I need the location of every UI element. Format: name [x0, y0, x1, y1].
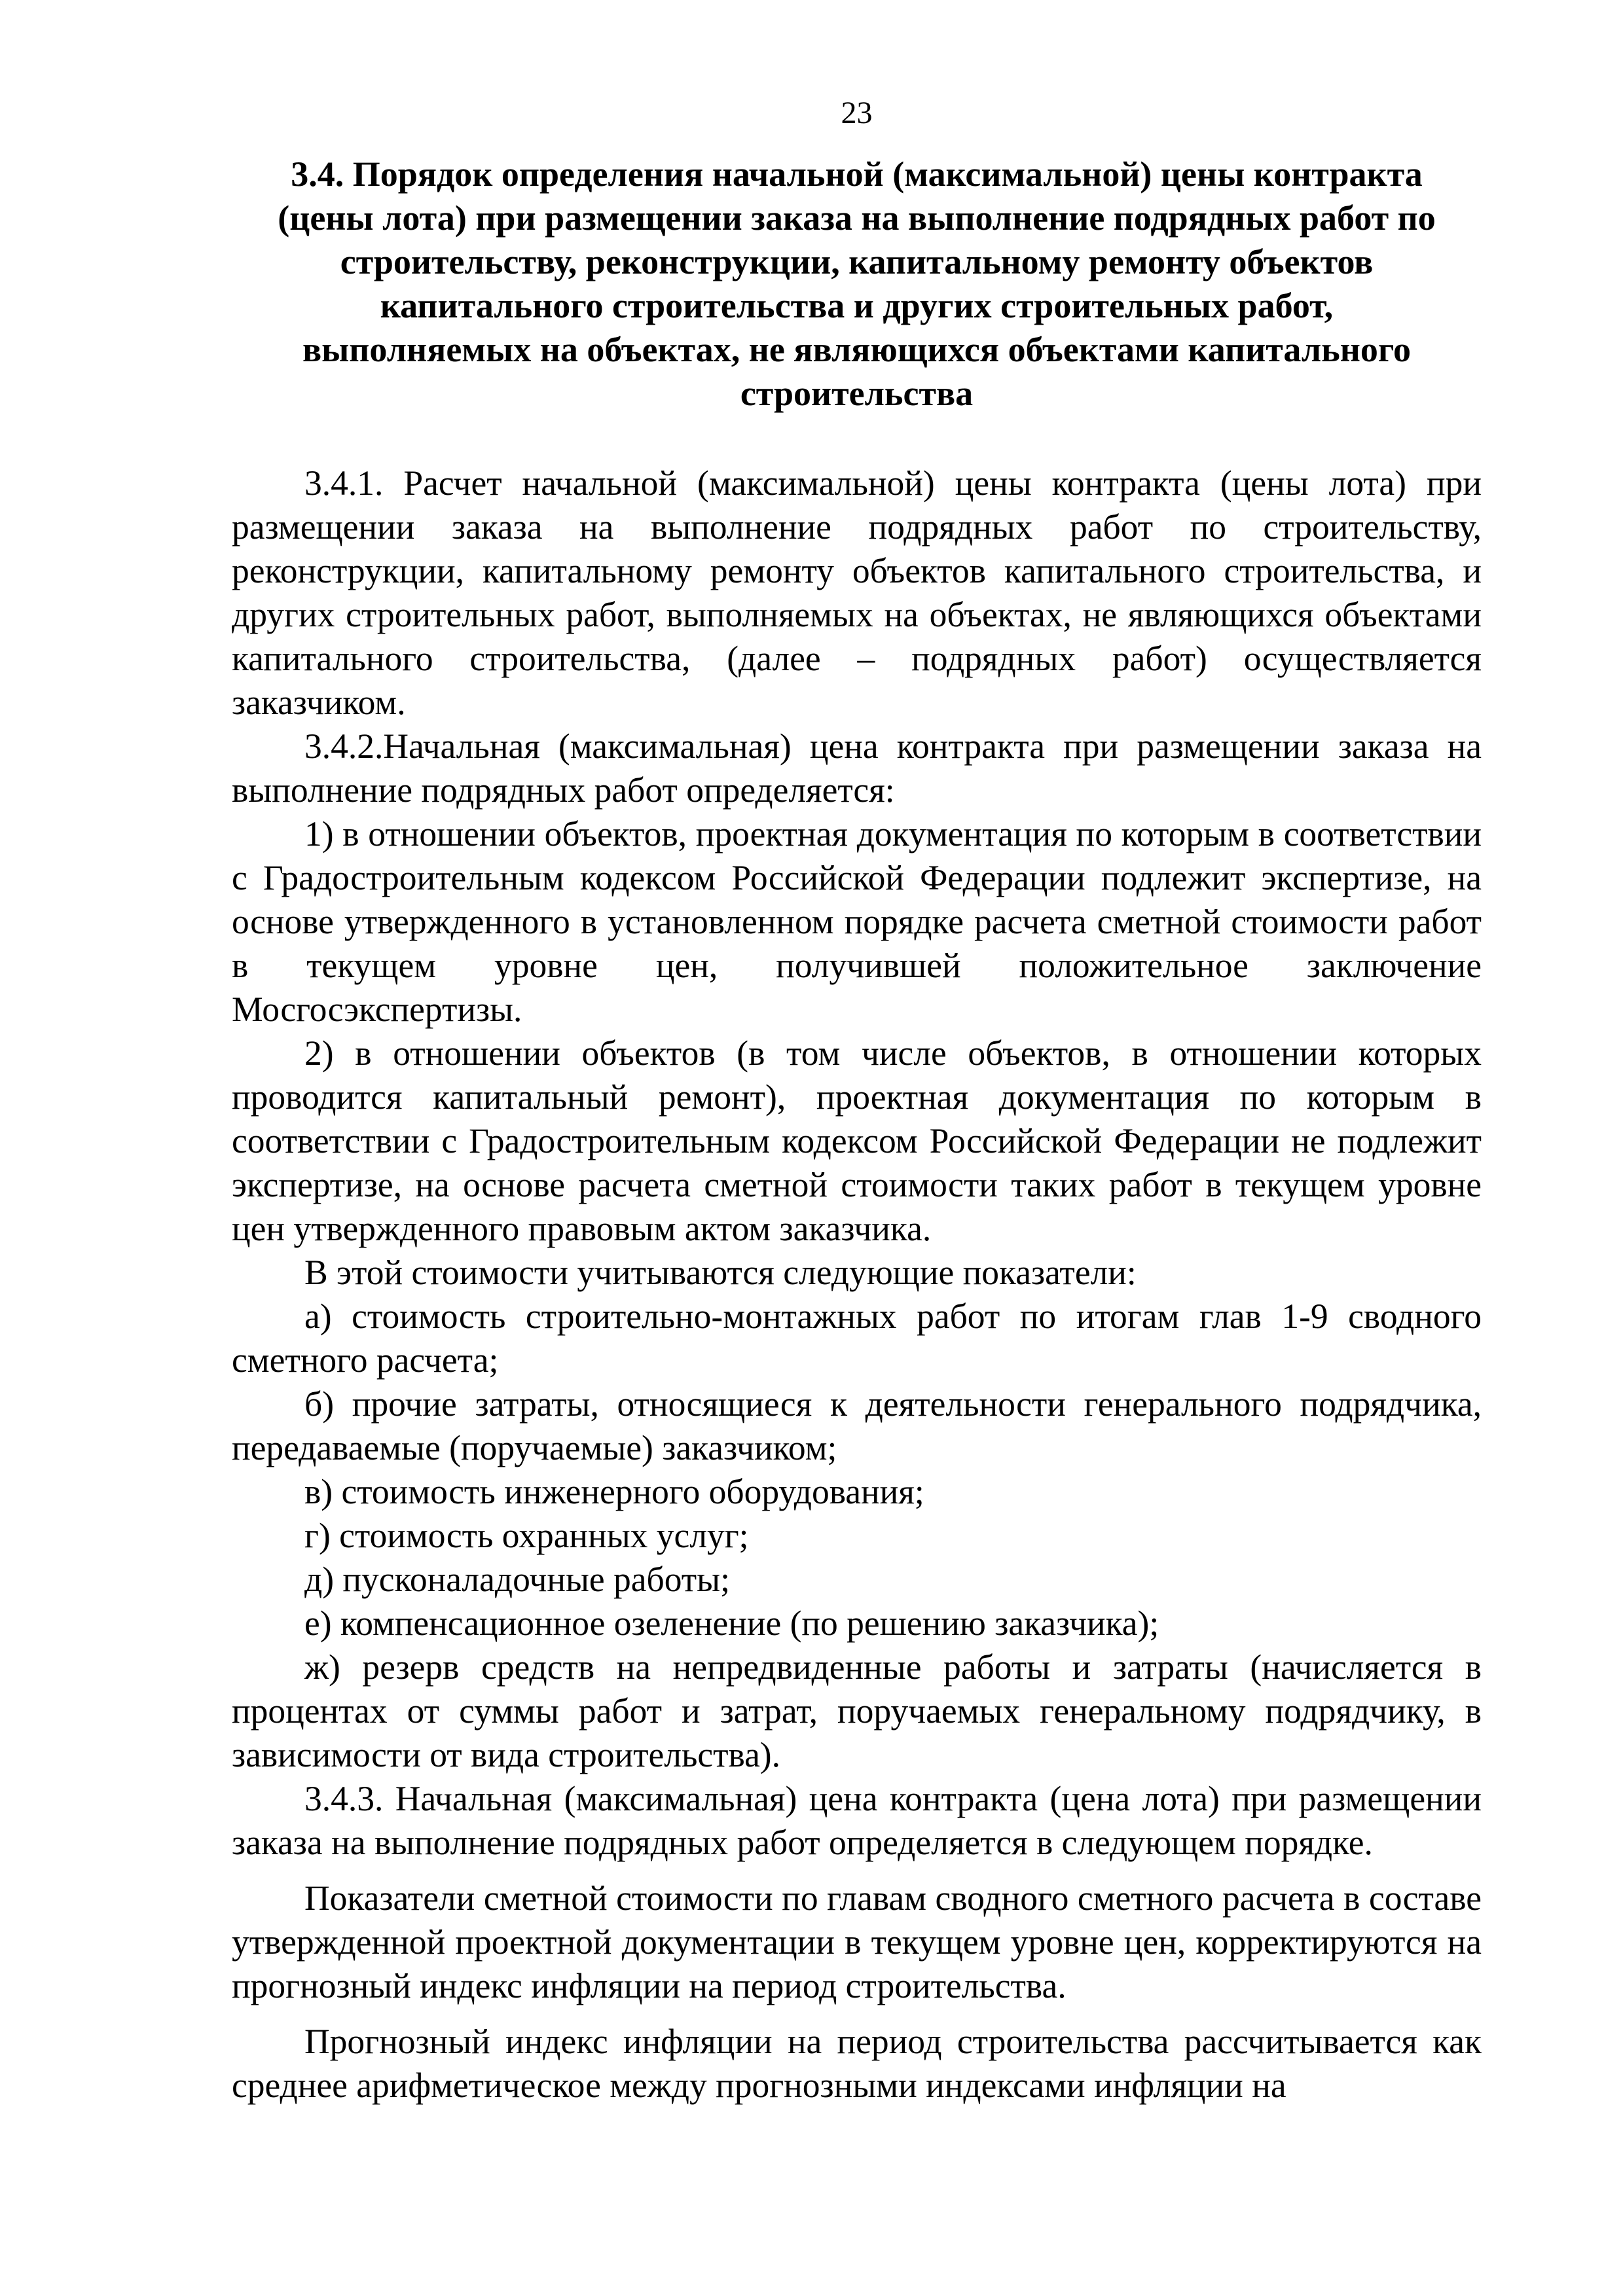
heading-line: выполняемых на объектах, не являющихся объектами капитального	[302, 330, 1412, 369]
list-item-a: а) стоимость строительно-монтажных работ по итогам глав 1-9 сводного сметного расчета;	[232, 1297, 1482, 1380]
heading-line: 3.4. Порядок определения начальной (максимальной) цены контракта	[291, 154, 1423, 194]
heading-line: строительства	[740, 374, 974, 413]
section-heading	[232, 152, 1482, 416]
paragraph-inflation-index: Прогнозный индекс инфляции на период строительства рассчитывается как среднее арифметическое между прогнозными индексами инфляции на	[232, 2022, 1482, 2105]
heading-line: капитального строительства и других строительных работ,	[380, 286, 1334, 325]
list-item-2: 2) в отношении объектов (в том числе объектов, в отношении которых проводится капитальный ремонт), проектная документация по которым в соответствии с Градостроительным кодексом Российской Федерации не подлежит экспертизе, на основе расчета сметной стоимости таких работ в текущем уровне цен утвержденного правовым актом заказчика.	[232, 1033, 1482, 1248]
paragraph-indicators-adjustment: Показатели сметной стоимости по главам сводного сметного расчета в составе утвержденной проектной документации в текущем уровне цен, корректируются на прогнозный индекс инфляции на период строительства.	[232, 1878, 1482, 2005]
list-item-b: б) прочие затраты, относящиеся к деятельности генерального подрядчика, передаваемые (поручаемые) заказчиком;	[232, 1384, 1482, 1467]
page-number: 23	[841, 96, 873, 130]
heading-line: строительству, реконструкции, капитальному ремонту объектов	[340, 242, 1374, 281]
paragraph-3-4-2: 3.4.2.Начальная (максимальная) цена контракта при размещении заказа на выполнение подрядных работ определяется:	[232, 726, 1482, 810]
document-body	[232, 461, 1482, 2108]
list-item-1: 1) в отношении объектов, проектная документация по которым в соответствии с Градостроительным кодексом Российской Федерации подлежит экспертизе, на основе утвержденного в установленном порядке расчета сметной стоимости работ в текущем уровне цен, получившей положительное заключение Мосгосэкспертизы.	[232, 814, 1482, 1029]
list-item-g: г) стоимость охранных услуг;	[304, 1516, 749, 1555]
list-item-d: д) пусконаладочные работы;	[304, 1560, 730, 1599]
list-item-zh: ж) резерв средств на непредвиденные работы и затраты (начисляется в процентах от суммы работ и затрат, поручаемых генеральному подрядчику, в зависимости от вида строительства).	[232, 1647, 1482, 1774]
paragraph-3-4-1: 3.4.1. Расчет начальной (максимальной) цены контракта (цены лота) при размещении заказа на выполнение подрядных работ по строительству, реконструкции, капитальному ремонту объектов капитального строительства, и других строительных работ, выполняемых на объектах, не являющихся объектами капитального строительства, (далее – подрядных работ) осуществляется заказчиком.	[232, 463, 1482, 722]
heading-line: (цены лота) при размещении заказа на выполнение подрядных работ по	[278, 198, 1436, 238]
list-item-e: е) компенсационное озеленение (по решению заказчика);	[304, 1604, 1159, 1643]
paragraph-indicators-intro: В этой стоимости учитываются следующие показатели:	[304, 1253, 1137, 1292]
list-item-v: в) стоимость инженерного оборудования;	[304, 1472, 924, 1511]
paragraph-3-4-3: 3.4.3. Начальная (максимальная) цена контракта (цена лота) при размещении заказа на выполнение подрядных работ определяется в следующем порядке.	[232, 1779, 1482, 1862]
